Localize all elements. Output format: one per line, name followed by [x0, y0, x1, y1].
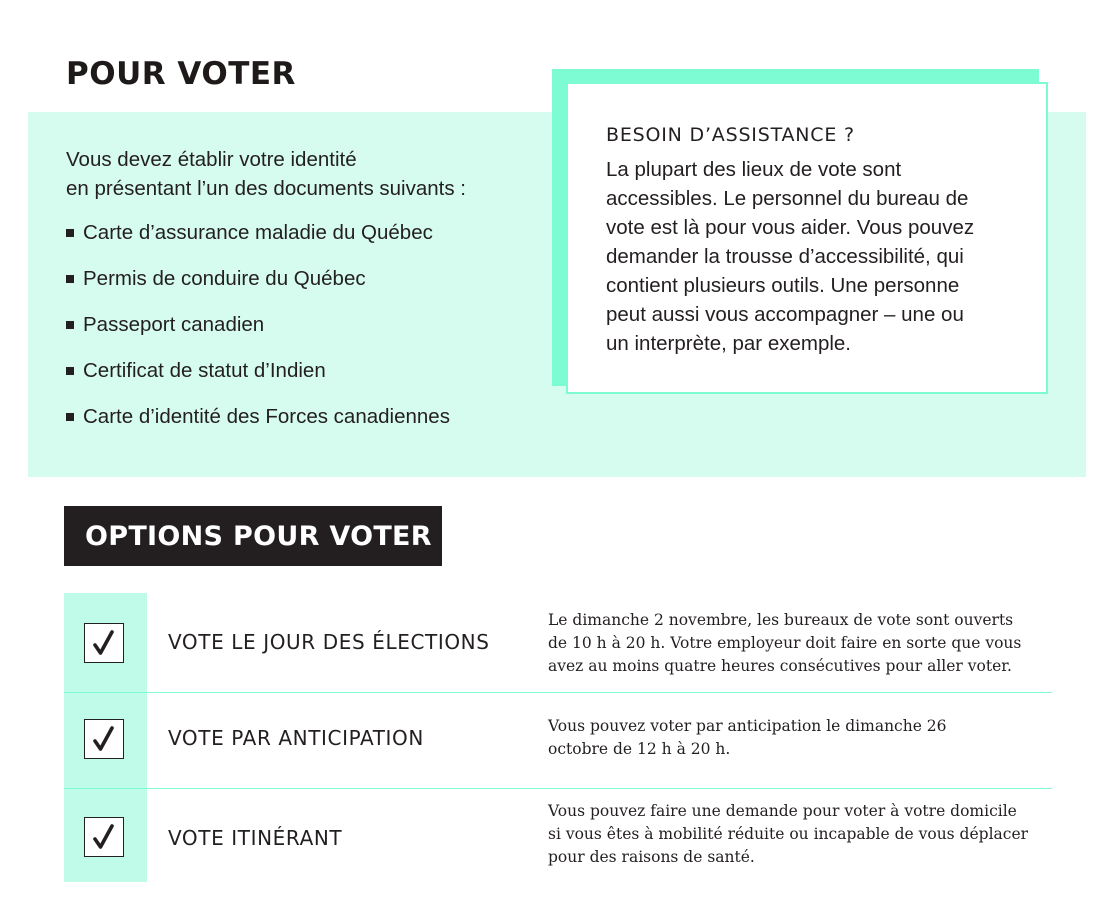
list-item — [66, 356, 450, 402]
option-row-advance-vote — [64, 692, 1052, 789]
id-intro-line: en présentant l’un des documents suivants : — [66, 177, 466, 200]
option-row-mobile-vote — [64, 790, 1052, 886]
assistance-text — [606, 155, 1016, 358]
description-line: si vous êtes à mobilité réduite ou incapable de vous déplacer — [548, 825, 1029, 843]
option-description — [548, 715, 1048, 761]
square-bullet-icon — [66, 229, 74, 237]
list-item — [66, 402, 450, 448]
assistance-line: accessibles. Le personnel du bureau de — [606, 187, 969, 210]
description-line: octobre de 12 h à 20 h. — [548, 740, 731, 758]
square-bullet-icon — [66, 321, 74, 329]
description-line: Vous pouvez faire une demande pour voter à votre domicile — [548, 802, 1017, 820]
list-item — [66, 264, 450, 310]
square-bullet-icon — [66, 413, 74, 421]
square-bullet-icon — [66, 275, 74, 283]
document-label: Certificat de statut d’Indien — [83, 359, 326, 382]
option-label: VOTE ITINÉRANT — [168, 826, 343, 850]
document-label: Passeport canadien — [83, 313, 265, 336]
description-line: pour des raisons de santé. — [548, 848, 755, 866]
assistance-line: demander la trousse d’accessibilité, qui — [606, 245, 964, 268]
description-line: de 10 h à 20 h. Votre employeur doit faire en sorte que vous — [548, 634, 1022, 652]
description-line: Vous pouvez voter par anticipation le dimanche 26 — [548, 717, 947, 735]
assistance-line: La plupart des lieux de vote sont — [606, 158, 902, 181]
id-intro — [66, 145, 466, 203]
checkmark-icon — [93, 726, 115, 752]
checkbox[interactable] — [84, 817, 124, 857]
option-description — [548, 800, 1048, 869]
checkbox[interactable] — [84, 623, 124, 663]
id-document-list — [66, 218, 450, 448]
list-item — [66, 310, 450, 356]
checkmark-icon — [93, 630, 115, 656]
assistance-line: peut aussi vous accompagner – une ou — [606, 303, 964, 326]
option-label: VOTE LE JOUR DES ÉLECTIONS — [168, 630, 490, 654]
id-intro-line: Vous devez établir votre identité — [66, 148, 357, 171]
document-label: Permis de conduire du Québec — [83, 267, 366, 290]
checkmark-icon — [93, 824, 115, 850]
list-item — [66, 218, 450, 264]
description-line: Le dimanche 2 novembre, les bureaux de vote sont ouverts — [548, 611, 1014, 629]
options-heading: OPTIONS POUR VOTER — [64, 506, 442, 566]
assistance-line: contient plusieurs outils. Une personne — [606, 274, 960, 297]
option-description — [548, 609, 1048, 678]
checkbox[interactable] — [84, 719, 124, 759]
description-line: avez au moins quatre heures consécutives pour aller voter. — [548, 657, 1012, 675]
page-title: POUR VOTER — [66, 56, 296, 92]
option-label: VOTE PAR ANTICIPATION — [168, 726, 424, 750]
assistance-title: BESOIN D’ASSISTANCE ? — [606, 124, 855, 146]
square-bullet-icon — [66, 367, 74, 375]
document-label: Carte d’assurance maladie du Québec — [83, 221, 433, 244]
document-label: Carte d’identité des Forces canadiennes — [83, 405, 450, 428]
option-row-election-day — [64, 596, 1052, 693]
assistance-line: un interprète, par exemple. — [606, 332, 851, 355]
assistance-line: vote est là pour vous aider. Vous pouvez — [606, 216, 975, 239]
assistance-box — [566, 82, 1048, 394]
